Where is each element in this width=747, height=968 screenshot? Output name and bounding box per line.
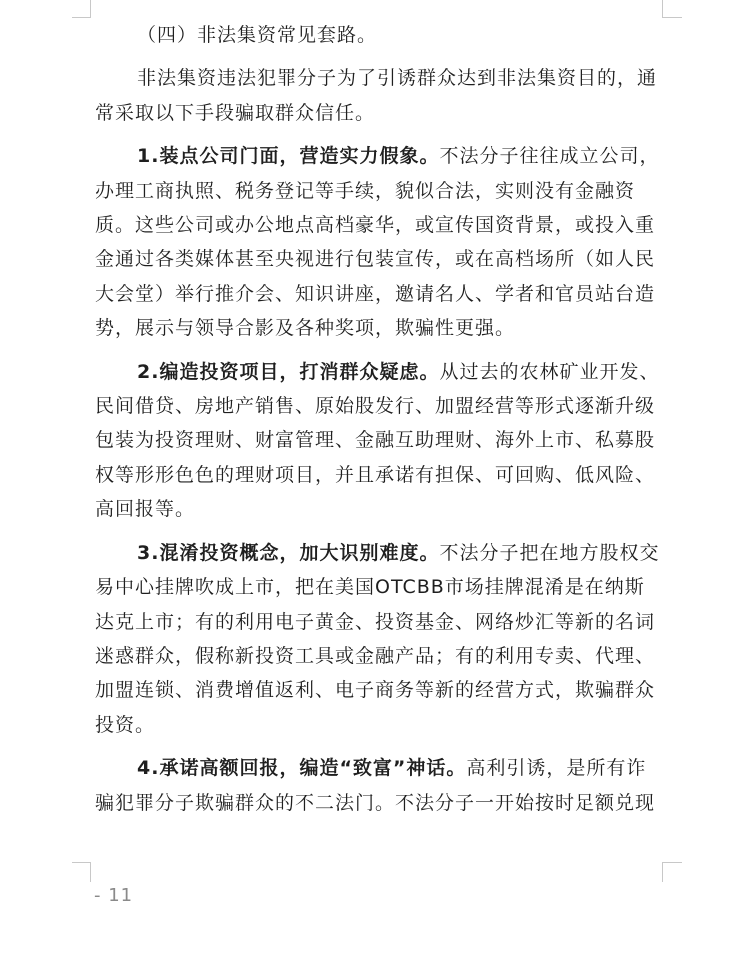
item-2-line: 权等形形色色的理财项目，并且承诺有担保、可回购、低风险、 <box>95 463 656 486</box>
item-3-line: 达克上市；有的利用电子黄金、投资基金、网络炒汇等新的名词 <box>95 610 656 633</box>
item-1-line: 势，展示与领导合影及各种奖项，欺骗性更强。 <box>95 317 516 340</box>
item-3-line: 迷惑群众，假称新投资工具或金融产品；有的利用专卖、代理、 <box>95 644 656 667</box>
item-2-title: 2.编造投资项目，打消群众疑虑。 <box>137 360 440 383</box>
item-3-line: 易中心挂牌吹成上市，把在美国OTCBB市场挂牌混淆是在纳斯 <box>95 576 645 599</box>
item-1-line: 办理工商执照、税务登记等手续，貌似合法，实则没有金融资 <box>95 179 636 202</box>
intro-line: 常采取以下手段骗取群众信任。 <box>95 101 376 124</box>
item-2-line: 高回报等。 <box>95 498 196 521</box>
item-2-first-line <box>95 355 670 389</box>
item-2-text: 从过去的农林矿业开发、 <box>439 360 660 383</box>
item-2-line: 民间借贷、房地产销售、原始股发行、加盟经营等形式逐渐升级 <box>95 395 656 418</box>
item-1-line: 金通过各类媒体甚至央视进行包装宣传，或在高档场所（如人民 <box>95 248 656 271</box>
page-number: - 11 <box>94 885 134 906</box>
item-4-line: 骗犯罪分子欺骗群众的不二法门。不法分子一开始按时足额兑现 <box>95 791 656 814</box>
intro-line: 非法集资违法犯罪分子为了引诱群众达到非法集资目的，通 <box>137 67 658 90</box>
item-1-text: 不法分子往往成立公司， <box>439 145 660 168</box>
item-4-title: 4.承诺高额回报，编造“致富”神话。 <box>137 757 467 780</box>
item-3-text: 不法分子把在地方股权交 <box>439 541 660 564</box>
document-body <box>95 18 670 820</box>
item-2-line: 包装为投资理财、财富管理、金融互助理财、海外上市、私募股 <box>95 429 656 452</box>
item-4-first-line <box>95 751 670 785</box>
item-3-title: 3.混淆投资概念，加大识别难度。 <box>137 541 440 564</box>
item-1-line: 大会堂）举行推介会、知识讲座，邀请名人、学者和官员站台造 <box>95 282 656 305</box>
item-4-text: 高利引诱，是所有诈 <box>466 757 647 780</box>
item-1-line: 质。这些公司或办公地点高档豪华，或宣传国资背景，或投入重 <box>95 214 656 237</box>
section-heading: （四）非法集资常见套路。 <box>137 24 378 46</box>
item-3-first-line <box>95 536 670 570</box>
item-3-line: 投资。 <box>95 713 156 736</box>
item-1-first-line <box>95 139 670 173</box>
item-3-line: 加盟连锁、消费增值返利、电子商务等新的经营方式，欺骗群众 <box>95 679 656 702</box>
item-1-title: 1.装点公司门面，营造实力假象。 <box>137 145 440 168</box>
